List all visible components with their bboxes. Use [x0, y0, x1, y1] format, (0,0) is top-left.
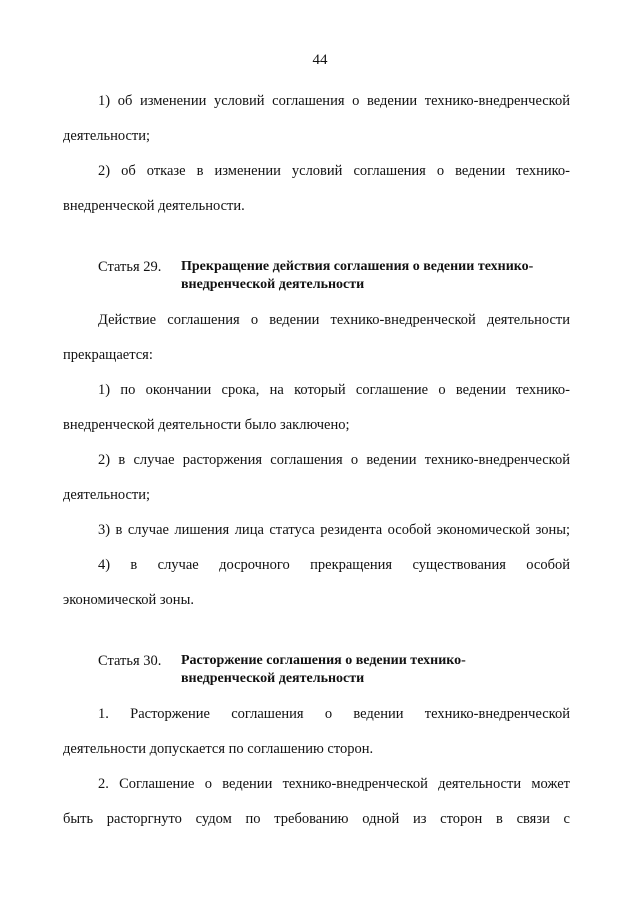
- article-30-label: Статья 30.: [98, 653, 162, 669]
- article-29-item-1-line-1: 1) по окончании срока, на который соглашение о ведении технико-: [98, 382, 570, 398]
- article-29-item-4-line-2: экономической зоны.: [63, 592, 194, 608]
- article-29-title-line-1: Прекращение действия соглашения о ведении технико-: [181, 259, 534, 274]
- list-item-1-line-2: деятельности;: [63, 128, 151, 144]
- article-29-item-4-line-1: 4) в случае досрочного прекращения существования особой: [98, 557, 570, 573]
- article-30-paragraph-2-line-2: быть расторгнуто судом по требованию одной из сторон в связи с: [63, 811, 570, 827]
- article-29-item-2-line-1: 2) в случае расторжения соглашения о ведении технико-внедренческой: [98, 452, 570, 468]
- list-item-2-line-2: внедренческой деятельности.: [63, 198, 245, 214]
- list-item-1-line-1: 1) об изменении условий соглашения о ведении технико-внедренческой: [98, 93, 570, 109]
- article-29-item-1-line-2: внедренческой деятельности было заключено;: [63, 417, 350, 433]
- list-item-2-line-1: 2) об отказе в изменении условий соглашения о ведении технико-: [98, 163, 570, 179]
- article-30-title-line-1: Расторжение соглашения о ведении технико-: [181, 653, 466, 668]
- page-number: 44: [312, 52, 328, 68]
- article-30-paragraph-1-line-2: деятельности допускается по соглашению сторон.: [63, 741, 374, 757]
- article-29-title-line-2: внедренческой деятельности: [181, 277, 365, 292]
- article-29-intro-line-1: Действие соглашения о ведении технико-внедренческой деятельности: [98, 312, 570, 328]
- article-29-intro-line-2: прекращается:: [63, 347, 153, 363]
- article-30-paragraph-2-line-1: 2. Соглашение о ведении технико-внедренческой деятельности может: [98, 776, 570, 792]
- article-29-item-2-line-2: деятельности;: [63, 487, 151, 503]
- article-29-item-3: 3) в случае лишения лица статуса резидента особой экономической зоны;: [98, 522, 570, 538]
- article-29-label: Статья 29.: [98, 259, 162, 275]
- article-30-paragraph-1-line-1: 1. Расторжение соглашения о ведении технико-внедренческой: [98, 706, 570, 722]
- article-30-title-line-2: внедренческой деятельности: [181, 671, 365, 686]
